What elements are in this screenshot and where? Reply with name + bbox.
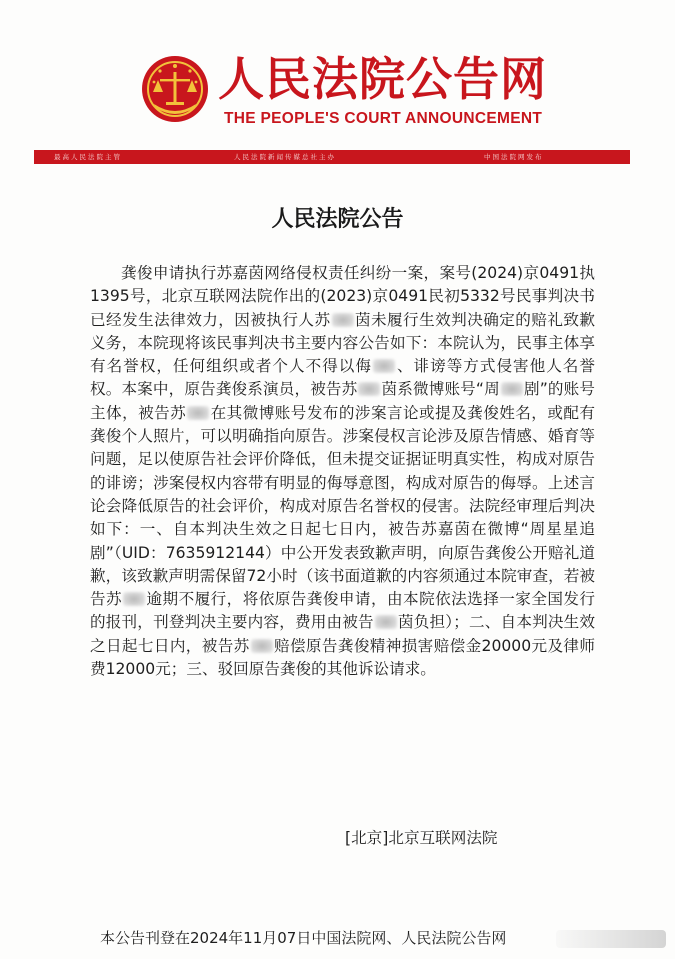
redaction-mark bbox=[332, 313, 354, 327]
body-text: 赔偿原告龚俊精神损害赔偿金20000元及律师费12000元；三、驳回原告龚俊的其他诉讼请求。 bbox=[90, 636, 595, 679]
redaction-mark bbox=[373, 359, 395, 373]
publication-note: 本公告刊登在2024年11月07日中国法院网、人民法院公告网 bbox=[100, 929, 507, 947]
body-text: 茵负担）；二、自本判决生效之日起七日内，被告苏 bbox=[90, 613, 595, 655]
document-body bbox=[90, 262, 595, 681]
body-text: 剧”的账号主体，被告苏 bbox=[90, 380, 595, 422]
body-text: 、诽谤等方式侵害他人名誉权。本案中，原告龚俊系演员，被告苏 bbox=[90, 357, 595, 399]
body-text: 龚俊申请执行苏嘉茵网络侵权责任纠纷一案，案号(2024)京0491执1395号，北京互联网法院作出的(2023)京0491民初5332号民事判决书已经发生法律效力，因被执行人苏 bbox=[90, 264, 595, 329]
court-emblem-icon bbox=[140, 54, 210, 124]
body-text: 茵系微博账号“周 bbox=[381, 380, 500, 399]
redaction-mark bbox=[501, 382, 523, 396]
masthead bbox=[0, 0, 675, 170]
bar-segment: 人民法院新闻传媒总社主办 bbox=[234, 153, 336, 161]
platform-watermark bbox=[556, 930, 666, 948]
brand-name-en: THE PEOPLE'S COURT ANNOUNCEMENT bbox=[224, 110, 543, 127]
body-text: 在其微博账号发布的涉案言论或提及龚俊姓名，或配有龚俊个人照片，可以明确指向原告。涉案侵权言论涉及原告情感、婚育等问题，足以使原告社会评价降低，但未提交证据证明真实性，构成对原告的诽谤；涉案侵权内容带有明显的侮辱意图，构成对原告的侮辱。上述言论会降低原告的社会评价，构成对原告名誉权的侵害。法院经审理后判决如下：一、自本判决生效之日起七日内，被告苏嘉茵在微博“周星星追剧”（UID：7635912144）中公开发表致歉声明，向原告龚俊公开赔礼道歉，该致歉声明需保留72小时（该书面道歉的内容须通过本院审查，若被告苏 bbox=[90, 403, 595, 609]
masthead-red-bar bbox=[34, 150, 630, 164]
redaction-mark bbox=[251, 639, 273, 653]
redaction-mark bbox=[187, 406, 209, 420]
body-text: 逾期不履行，将依原告龚俊申请，由本院依法选择一家全国发行的报刊，刊登判决主要内容，费用由被告 bbox=[90, 590, 595, 632]
court-signature: [北京]北京互联网法院 bbox=[345, 829, 498, 847]
redaction-mark bbox=[358, 382, 380, 396]
redaction-mark bbox=[375, 615, 397, 629]
redaction-mark bbox=[123, 592, 145, 606]
body-text: 茵未履行生效判决确定的赔礼致歉义务，本院现将该民事判决书主要内容公告如下：本院认为，民事主体享有名誉权，任何组织或者个人不得以侮 bbox=[90, 310, 595, 376]
bar-segment: 最高人民法院主管 bbox=[54, 153, 122, 161]
bar-segment: 中国法院网发布 bbox=[484, 153, 544, 161]
brand-name-cn: 人民法院公告网 bbox=[218, 52, 547, 106]
document-title: 人民法院公告 bbox=[271, 207, 404, 232]
